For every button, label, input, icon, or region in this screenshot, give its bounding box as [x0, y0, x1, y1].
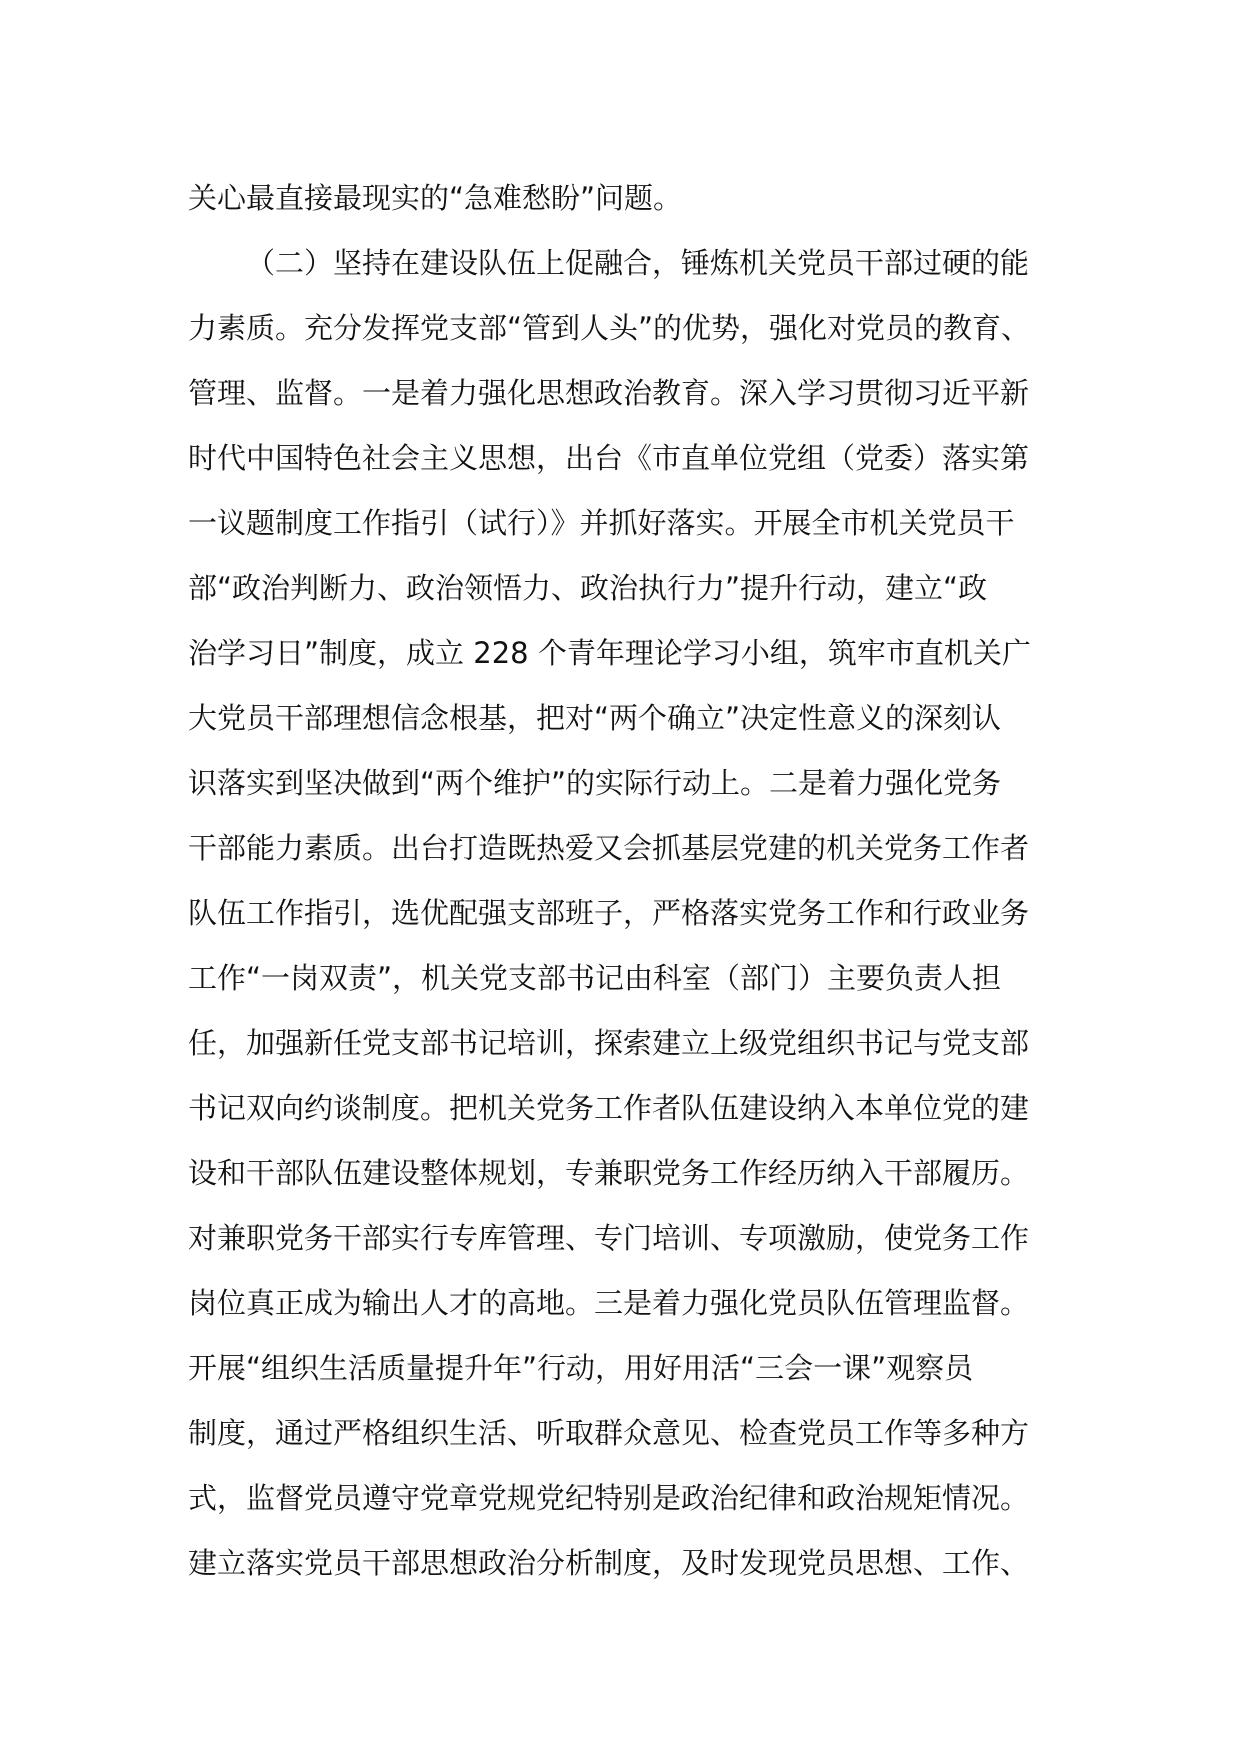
text-line: 任，加强新任党支部书记培训，探索建立上级党组织书记与党支部 — [188, 1026, 1030, 1060]
text-line: 岗位真正成为输出人才的高地。三是着力强化党员队伍管理监督。 — [188, 1286, 1030, 1320]
text-line: 设和干部队伍建设整体规划，专兼职党务工作经历纳入干部履历。 — [188, 1156, 1030, 1190]
text-line: 式，监督党员遵守党章党规党纪特别是政治纪律和政治规矩情况。 — [188, 1481, 1030, 1515]
text-line: 治学习日”制度，成立 228 个青年理论学习小组，筑牢市直机关广 — [188, 636, 1031, 670]
text-line: 对兼职党务干部实行专库管理、专门培训、专项激励，使党务工作 — [188, 1221, 1030, 1255]
text-line: 干部能力素质。出台打造既热爱又会抓基层党建的机关党务工作者 — [188, 831, 1030, 865]
text-line: 队伍工作指引，选优配强支部班子，严格落实党务工作和行政业务 — [188, 896, 1030, 930]
text-line: 识落实到坚决做到“两个维护”的实际行动上。二是着力强化党务 — [188, 766, 1002, 800]
text-line: 时代中国特色社会主义思想，出台《市直单位党组（党委）落实第 — [188, 441, 1030, 475]
text-line: 工作“一岗双责”，机关党支部书记由科室（部门）主要负责人担 — [188, 961, 1002, 995]
text-line: 大党员干部理想信念根基，把对“两个确立”决定性意义的深刻认 — [188, 701, 1002, 735]
text-line: 部“政治判断力、政治领悟力、政治执行力”提升行动，建立“政 — [188, 571, 988, 605]
text-line: 力素质。充分发挥党支部“管到人头”的优势，强化对党员的教育、 — [188, 311, 1031, 345]
text-line: 一议题制度工作指引（试行）》并抓好落实。开展全市机关党员干 — [188, 506, 1015, 540]
body-text — [188, 166, 1068, 1596]
text-line: 管理、监督。一是着力强化思想政治教育。深入学习贯彻习近平新 — [188, 376, 1030, 410]
text-line: 制度，通过严格组织生活、听取群众意见、检查党员工作等多种方 — [188, 1416, 1030, 1450]
text-line: 关心最直接最现实的“急难愁盼”问题。 — [188, 181, 683, 215]
text-line: 建立落实党员干部思想政治分析制度，及时发现党员思想、工作、 — [188, 1546, 1030, 1580]
text-line: 书记双向约谈制度。把机关党务工作者队伍建设纳入本单位党的建 — [188, 1091, 1030, 1125]
text-line: 开展“组织生活质量提升年”行动，用好用活“三会一课”观察员 — [188, 1351, 974, 1385]
text-line-paragraph-start: （二）坚持在建设队伍上促融合，锤炼机关党员干部过硬的能 — [246, 246, 1030, 280]
